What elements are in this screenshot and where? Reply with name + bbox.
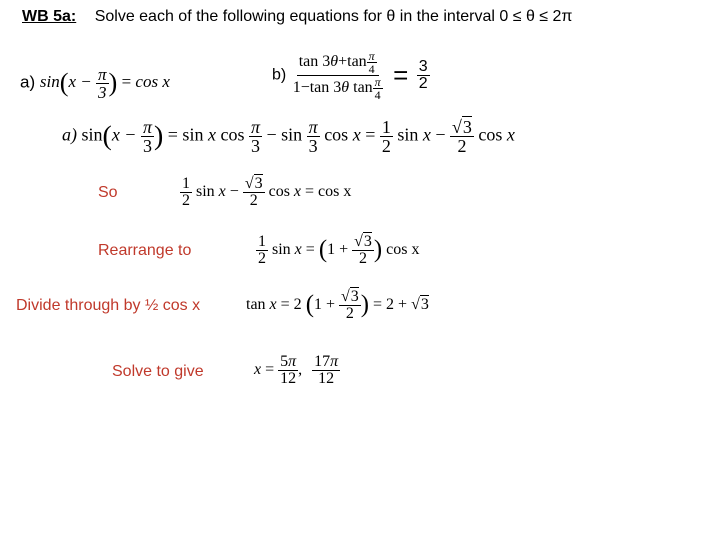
header-label: WB 5a: <box>22 8 77 25</box>
solution-a-line: a) sin(x − $\frac{\pi}{3}$ ) = sin x cos $\frac{\pi}{3}$ − sin $\frac{\pi}{3}$ cos x = $\frac{1}{2}$ sin x − $\frac{√3}{2}$ cos x <box>62 117 515 156</box>
rearrange-label: Rearrange to <box>98 242 192 259</box>
problem-a <box>20 66 170 101</box>
so-label: So <box>98 184 118 201</box>
solve-equation: x = $\frac{5\pi}{12}$ , $\frac{17\pi}{12}$ <box>254 353 339 387</box>
solution-a-label: a) <box>62 124 77 145</box>
header-interval: 0 ≤ θ ≤ 2π <box>499 8 573 25</box>
header-instruction: Solve each of the following equations for θ in the interval <box>94 8 500 25</box>
divide-equation: tan x = 2 (1 + $\frac{√3}{2}$ ) = 2 + √3 <box>246 288 429 322</box>
so-equation: $\frac{1}{2}$ sin x − $\frac{√3}{2}$ cos x = cos x <box>182 175 352 209</box>
header <box>22 8 572 26</box>
rearrange-equation: $\frac{1}{2}$ sin x = (1 + $\frac{√3}{2}$ ) cos x <box>258 233 420 267</box>
problem-a-equation: sin(x − $\frac{\pi}{3}$ ) = cos x <box>39 65 170 102</box>
problem-a-label: a) <box>20 72 36 92</box>
divide-label: Divide through by ½ cos x <box>16 297 201 314</box>
problem-b-equation: tan 3θ+tan $\frac{\pi}{4}$ 1−tan 3θ tan $\frac{\pi}{4}$ = $\frac{3}{2}$ <box>292 49 428 102</box>
solve-label: Solve to give <box>112 363 204 380</box>
problem-b-label: b) <box>272 66 287 84</box>
problem-b <box>272 50 430 101</box>
